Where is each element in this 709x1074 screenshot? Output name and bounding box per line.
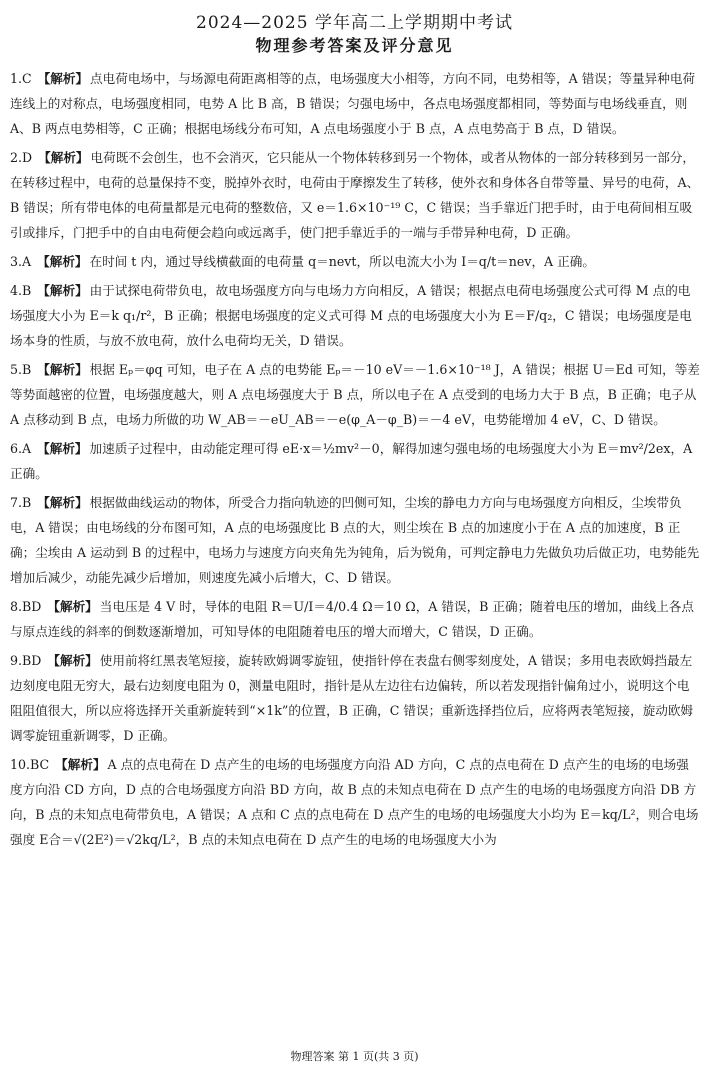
analysis-text: 根据做曲线运动的物体，所受合力指向轨迹的凹侧可知，尘埃的静电力方向与电场强度方向相反，尘埃带负电，A 错误；由电场线的分布图可知，A 点的电场强度比 B 点的大，则尘埃在 B 点的加速度小于在 A 点的加速度，B 正确；尘埃由 A 运动到 B 的过程中，电场力与速度方向夹角先为钝角，后为锐角，可判定静电力先做负功后做正功，电势能先增加后减少，动能先减少后增加，则速度先减小后增大，C、D 错误。 xyxy=(10,495,700,585)
answer-item-6 xyxy=(10,436,700,486)
answer-number: 9.BD xyxy=(10,653,42,668)
analysis-tag: 【解析】 xyxy=(47,653,98,668)
analysis-text: 电荷既不会创生，也不会消灭，它只能从一个物体转移到另一个物体，或者从物体的一部分转移到另一部分，在转移过程中，电荷的总量保持不变，脱掉外衣时，电荷由于摩擦发生了转移，使外衣和身体各自带等量、异号的电荷，A、B 错误；所有带电体的电荷量都是元电荷的整数倍，又 e＝1.6×10⁻¹⁹ C，C 错误；当手靠近门把手时，由于电荷间相互吸引或排斥，门把手中的自由电荷便会趋向或远离手，使门把手靠近手的一端与手带异种电荷，D 正确。 xyxy=(10,150,700,240)
answer-item-1 xyxy=(10,66,700,141)
analysis-tag: 【解析】 xyxy=(38,150,89,165)
analysis-text: 由于试探电荷带负电，故电场强度方向与电场力方向相反，A 错误；根据点电荷电场强度公式可得 M 点的电场强度大小为 E＝k q₁/r²，B 正确；根据电场强度的定义式可得 M 点的电场强度大小为 E＝F/q₂，C 错误；电场强度是电场本身的性质，与放不放电荷，放什么电荷均无关，D 错误。 xyxy=(10,283,692,348)
answer-number: 4.B xyxy=(10,283,32,298)
analysis-tag: 【解析】 xyxy=(55,757,106,772)
answer-item-8 xyxy=(10,594,700,644)
analysis-tag: 【解析】 xyxy=(37,362,88,377)
analysis-tag: 【解析】 xyxy=(37,283,88,298)
analysis-text: 根据 Eₚ＝φq 可知，电子在 A 点的电势能 Eₚ＝－10 eV＝－1.6×10⁻¹⁸ J，A 错误；根据 U＝Ed 可知，等差等势面越密的位置，电场强度越大，则 A 点电场强度大于 B 点，所以电子在 A 点受到的电场力大于 B 点，B 正确；电子从 A 点移动到 B 点，电场力所做的功 W_AB＝－eU_AB＝－e(φ_A－φ_B)＝－4 eV，电势能增加 4 eV，C、D 错误。 xyxy=(10,362,700,427)
analysis-tag: 【解析】 xyxy=(37,254,88,269)
answer-number: 2.D xyxy=(10,150,33,165)
analysis-tag: 【解析】 xyxy=(37,441,88,456)
answer-item-2 xyxy=(10,145,700,245)
analysis-tag: 【解析】 xyxy=(37,495,88,510)
analysis-text: 加速质子过程中，由动能定理可得 eE·x＝½mv²－0，解得加速匀强电场的电场强度大小为 E＝mv²/2ex，A 正确。 xyxy=(10,441,693,481)
answer-item-10 xyxy=(10,752,700,852)
answer-number: 3.A xyxy=(10,254,32,269)
analysis-text: 使用前将红黑表笔短接，旋转欧姆调零旋钮，使指针停在表盘右侧零刻度处，A 错误；多用电表欧姆挡最左边刻度电阻无穷大，最右边刻度电阻为 0，测量电阻时，指针是从左边往右边偏转，所以若发现指针偏角过小，说明这个电阻阻值很大，所以应将选择开关重新旋转到“×1k”的位置，B 正确，C 错误；重新选择挡位后，应将两表笔短接，旋动欧姆调零旋钮重新调零，D 正确。 xyxy=(10,653,694,743)
analysis-tag: 【解析】 xyxy=(37,71,89,86)
answer-item-4 xyxy=(10,278,700,353)
page-title: 2024—2025 学年高二上学期期中考试 xyxy=(196,13,513,33)
answer-number: 1.C xyxy=(10,71,32,86)
answer-item-5 xyxy=(10,357,700,432)
answer-item-9 xyxy=(10,648,700,748)
answer-list xyxy=(10,66,700,856)
answer-number: 5.B xyxy=(10,362,32,377)
page-footer: 物理答案 第 1 页(共 3 页) xyxy=(290,1050,419,1063)
analysis-text: 点电荷电场中，与场源电荷距离相等的点，电场强度大小相等，方向不同，电势相等，A 错误；等量异种电荷连线上的对称点，电场强度相同，电势 A 比 B 高，B 错误；匀强电场中，各点电场强度都相同，等势面与电场线垂直，则 A、B 两点电势相等，C 正确；根据电场线分布可知，A 点电场强度小于 B 点，A 点电势高于 B 点，D 错误。 xyxy=(10,71,696,136)
answer-number: 10.BC xyxy=(10,757,50,772)
analysis-text: 在时间 t 内，通过导线横截面的电荷量 q＝nevt，所以电流大小为 I＝q/t＝nev，A 正确。 xyxy=(89,254,595,269)
analysis-text: 当电压是 4 V 时，导体的电阻 R＝U/I＝4/0.4 Ω＝10 Ω，A 错误，B 正确；随着电压的增加，曲线上各点与原点连线的斜率的倒数逐渐增加，可知导体的电阻随着电压的增大而增大，C 错误，D 正确。 xyxy=(10,599,694,639)
answer-number: 7.B xyxy=(10,495,32,510)
answer-number: 6.A xyxy=(10,441,32,456)
analysis-tag: 【解析】 xyxy=(47,599,98,614)
answer-number: 8.BD xyxy=(10,599,42,614)
page-subtitle: 物理参考答案及评分意见 xyxy=(255,36,454,55)
answer-item-3 xyxy=(10,249,700,274)
answer-item-7 xyxy=(10,490,700,590)
analysis-text: A 点的点电荷在 D 点产生的电场的电场强度方向沿 AD 方向，C 点的点电荷在 D 点产生的电场的电场强度方向沿 CD 方向，D 点的合电场强度方向沿 BD 方向，故 B 点的未知点电荷在 D 点产生的电场的电场强度方向沿 DB 方向，B 点的未知点电荷带负电，A 错误；A 点和 C 点的点电荷在 D 点产生的电场的电场强度大小均为 E＝kq/L²，则合电场强度 E合＝√(2E²)＝√2kq/L²，B 点的未知点电荷在 D 点产生的电场的电场强度大小为 xyxy=(10,757,699,847)
